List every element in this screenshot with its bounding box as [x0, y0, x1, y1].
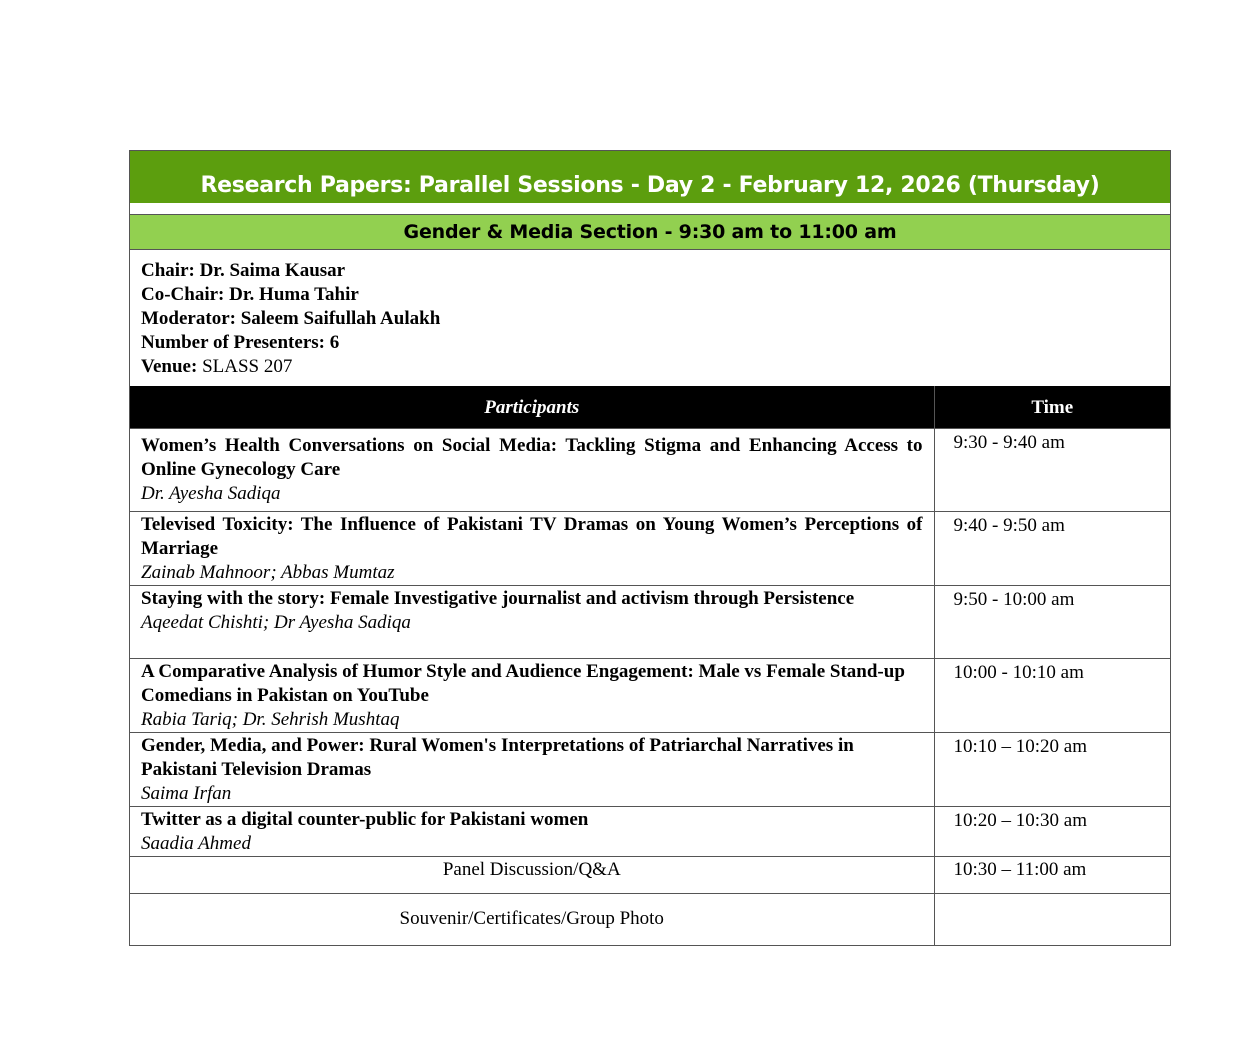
table-row	[130, 428, 1170, 511]
table-row	[130, 806, 1170, 856]
title-spacer	[130, 203, 1170, 214]
paper-authors: Saadia Ahmed	[141, 832, 251, 854]
paper-authors: Dr. Ayesha Sadiqa	[141, 482, 281, 504]
session-info	[130, 250, 1170, 386]
cochair-line: Co-Chair: Dr. Huma Tahir	[141, 284, 359, 305]
venue-label: Venue:	[141, 356, 198, 377]
panel-time: 10:30 – 11:00 am	[934, 856, 1170, 893]
participant-cell	[130, 511, 934, 585]
venue-value: SLASS 207	[197, 356, 293, 377]
closing-row	[130, 893, 1170, 945]
participant-cell	[130, 585, 934, 658]
participants-column-header: Participants	[130, 386, 934, 428]
participant-cell	[130, 732, 934, 806]
participant-cell	[130, 658, 934, 732]
moderator-line: Moderator: Saleem Saifullah Aulakh	[141, 308, 441, 329]
participant-cell	[130, 428, 934, 511]
paper-title: Staying with the story: Female Investigative journalist and activism through Persistence	[141, 587, 855, 609]
closing-time	[934, 893, 1170, 945]
time-cell: 9:50 - 10:00 am	[934, 585, 1170, 658]
chair-line: Chair: Dr. Saima Kausar	[141, 260, 346, 281]
paper-authors: Aqeedat Chishti; Dr Ayesha Sadiqa	[141, 611, 411, 633]
schedule-table	[130, 386, 1170, 945]
paper-authors: Zainab Mahnoor; Abbas Mumtaz	[141, 561, 395, 583]
table-row	[130, 732, 1170, 806]
time-cell: 9:40 - 9:50 am	[934, 511, 1170, 585]
schedule-sheet	[129, 150, 1171, 946]
time-cell: 10:20 – 10:30 am	[934, 806, 1170, 856]
presenters-line: Number of Presenters: 6	[141, 332, 340, 353]
time-column-header: Time	[934, 386, 1170, 428]
paper-title: Televised Toxicity: The Influence of Pakistani TV Dramas on Young Women’s Perceptions of Marriage	[141, 513, 923, 559]
table-row	[130, 585, 1170, 658]
table-header-row	[130, 386, 1170, 428]
participant-cell	[130, 806, 934, 856]
closing-label: Souvenir/Certificates/Group Photo	[130, 893, 934, 945]
table-row	[130, 511, 1170, 585]
paper-title: Gender, Media, and Power: Rural Women's Interpretations of Patriarchal Narratives in Pakistani Television Dramas	[141, 734, 854, 780]
panel-row	[130, 856, 1170, 893]
section-heading: Gender & Media Section - 9:30 am to 11:00 am	[130, 214, 1170, 250]
paper-authors: Saima Irfan	[141, 782, 232, 804]
paper-title: A Comparative Analysis of Humor Style and Audience Engagement: Male vs Female Stand-up Comedians in Pakistan on YouTube	[141, 660, 905, 706]
time-cell: 9:30 - 9:40 am	[934, 428, 1170, 511]
time-cell: 10:10 – 10:20 am	[934, 732, 1170, 806]
panel-label: Panel Discussion/Q&A	[130, 856, 934, 893]
paper-authors: Rabia Tariq; Dr. Sehrish Mushtaq	[141, 708, 400, 730]
page-title: Research Papers: Parallel Sessions - Day 2 - February 12, 2026 (Thursday)	[130, 151, 1170, 203]
venue-line	[141, 355, 1159, 379]
table-row	[130, 658, 1170, 732]
paper-title: Women’s Health Conversations on Social Media: Tackling Stigma and Enhancing Access to Online Gynecology Care	[141, 434, 923, 480]
time-cell: 10:00 - 10:10 am	[934, 658, 1170, 732]
paper-title: Twitter as a digital counter-public for Pakistani women	[141, 808, 589, 830]
